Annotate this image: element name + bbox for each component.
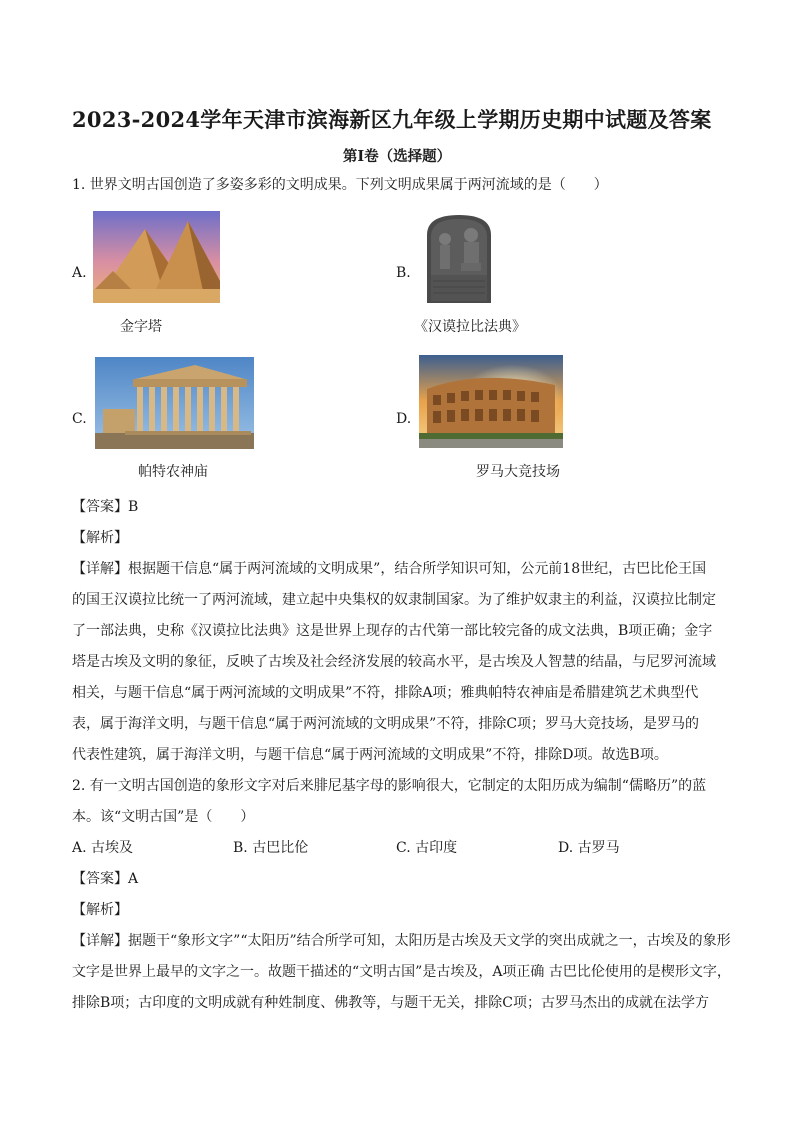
q1-option-d-caption: 罗马大竞技场 — [476, 464, 560, 480]
parthenon-image — [95, 357, 254, 449]
q2-detail — [72, 926, 731, 1019]
q1-detail-line: 的国王汉谟拉比统一了两河流域，建立起中央集权的奴隶制国家。为了维护奴隶主的利益，汉谟拉比制定 — [72, 592, 716, 608]
q1-detail-line: 【详解】根据题干信息“属于两河流域的文明成果”，结合所学知识可知，公元前18世纪，古巴比伦王国 — [72, 561, 707, 577]
q1-option-a-caption: 金字塔 — [120, 319, 162, 335]
q2-detail-line: 排除B项；古印度的文明成就有种姓制度、佛教等，与题干无关，排除C项；古罗马杰出的成就在法学方 — [72, 995, 709, 1011]
q2-stem — [72, 771, 722, 833]
q2-answer: 【答案】A — [72, 871, 139, 887]
q1-stem: 1. 世界文明古国创造了多姿多彩的文明成果。下列文明成果属于两河流域的是（ ） — [72, 177, 608, 193]
q1-option-a-letter: A. — [72, 265, 87, 281]
section-heading: 第Ⅰ卷（选择题） — [342, 148, 452, 165]
q1-answer: 【答案】B — [72, 499, 139, 515]
q1-detail — [72, 554, 722, 771]
q2-detail-line: 【详解】据题干“象形文字”“太阳历”结合所学可知，太阳历是古埃及天文学的突出成就之一，古埃及的象形 — [72, 933, 731, 949]
q1-detail-line: 代表性建筑，属于海洋文明，与题干信息“属于两河流域的文明成果”不符，排除D项。故选B项。 — [72, 747, 668, 763]
colosseum-image — [419, 355, 563, 448]
q2-option-a: A. 古埃及 — [72, 840, 134, 856]
q1-option-d-letter: D. — [396, 411, 412, 427]
q2-option-b: B. 古巴比伦 — [233, 840, 309, 856]
q1-detail-line: 塔是古埃及文明的象征，反映了古埃及社会经济发展的较高水平，是古埃及人智慧的结晶，与尼罗河流域 — [72, 654, 716, 670]
q2-analysis-label: 【解析】 — [72, 902, 128, 918]
q1-detail-line: 相关，与题干信息“属于两河流域的文明成果”不符，排除A项；雅典帕特农神庙是希腊建筑艺术典型代 — [72, 685, 699, 701]
q2-option-d: D. 古罗马 — [558, 840, 620, 856]
q1-option-c-letter: C. — [72, 411, 87, 427]
q1-analysis-label: 【解析】 — [72, 530, 128, 546]
q2-stem-line: 本。该“文明古国”是（ ） — [72, 809, 255, 825]
q1-option-b-caption: 《汉谟拉比法典》 — [414, 319, 526, 335]
q2-option-c: C. 古印度 — [396, 840, 458, 856]
pyramids-image — [93, 211, 220, 303]
q1-option-b-letter: B. — [396, 265, 411, 281]
document-title: 2023-2024学年天津市滨海新区九年级上学期历史期中试题及答案 — [72, 107, 712, 132]
q1-detail-line: 了一部法典，史称《汉谟拉比法典》这是世界上现存的古代第一部比较完备的成文法典，B项正确；金字 — [72, 623, 713, 639]
q2-detail-line: 文字是世界上最早的文字之一。故题干描述的“文明古国”是古埃及，A项正确 古巴比伦使用的是楔形文字， — [72, 964, 731, 980]
hammurabi-code-image — [421, 213, 497, 303]
q1-detail-line: 表，属于海洋文明，与题干信息“属于两河流域的文明成果”不符，排除C项；罗马大竞技场，是罗马的 — [72, 716, 700, 732]
q1-option-c-caption: 帕特农神庙 — [138, 464, 208, 480]
q2-stem-line: 2. 有一文明古国创造的象形文字对后来腓尼基字母的影响很大，它制定的太阳历成为编制“儒略历”的蓝 — [72, 778, 707, 794]
